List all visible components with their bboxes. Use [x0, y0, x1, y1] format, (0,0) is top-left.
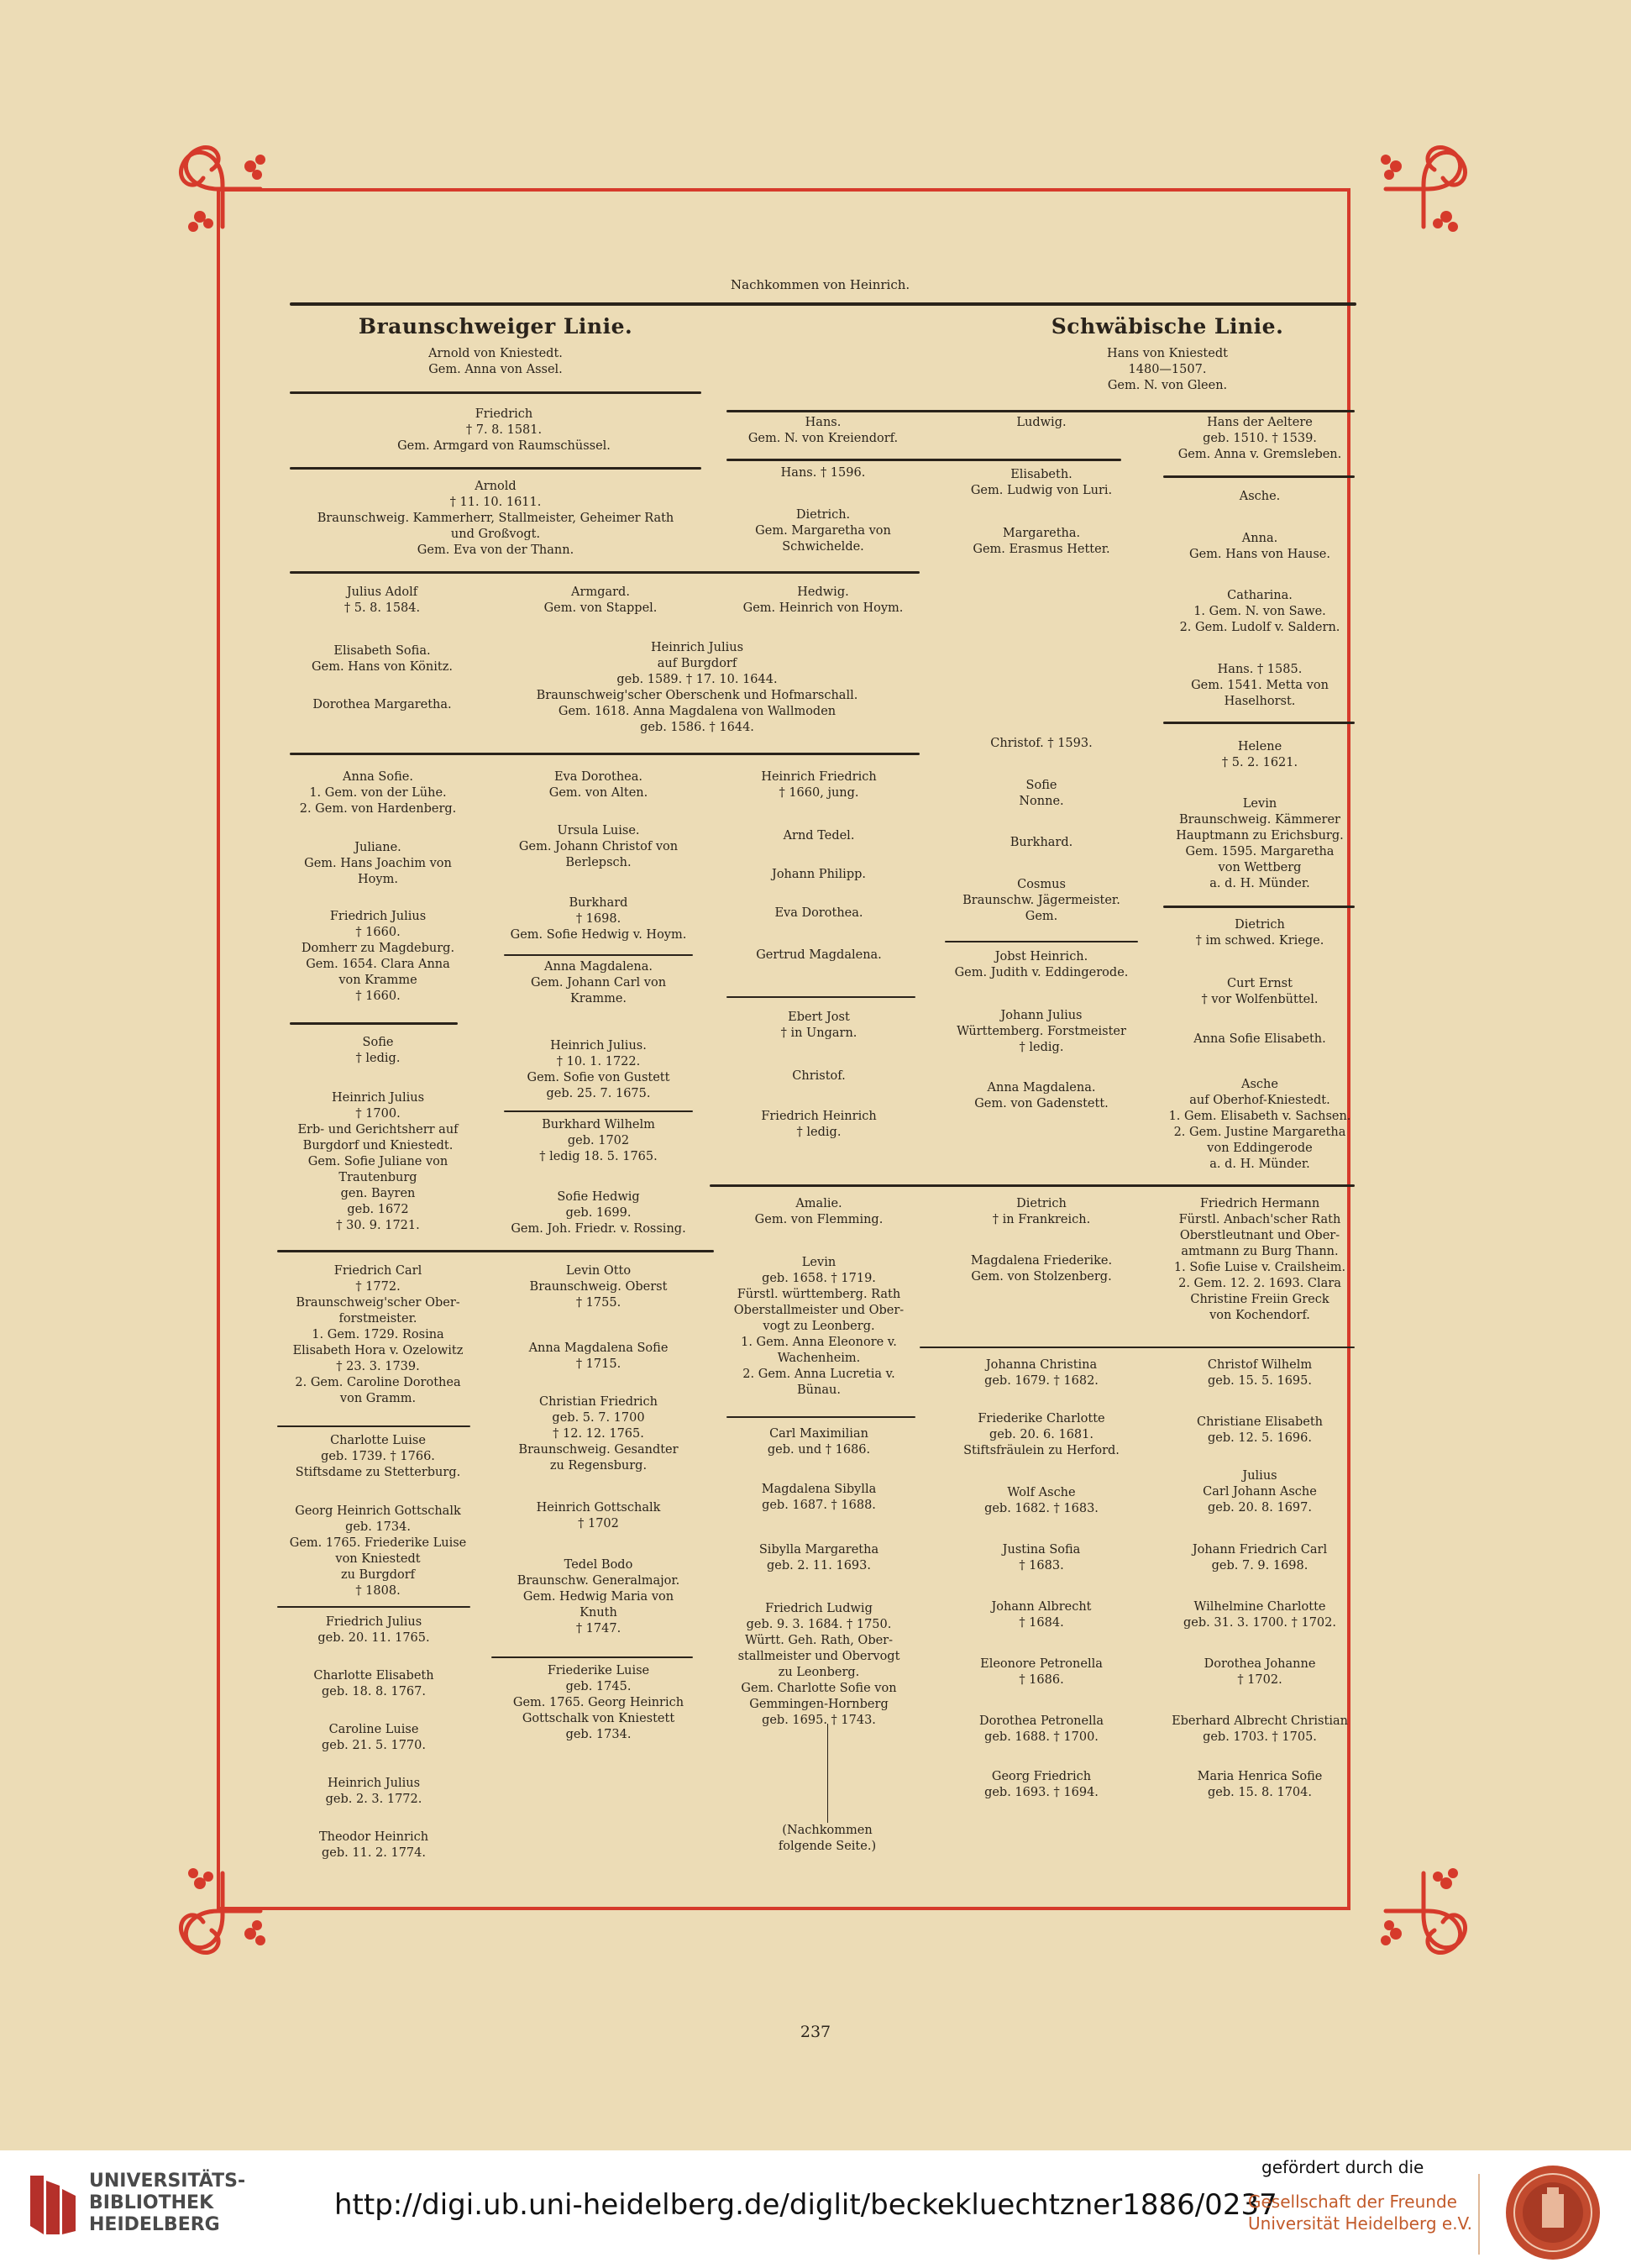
entry-friedrich-hermann: Friedrich Hermann Fürstl. Anbach'scher Rath Oberstleutnant und Ober- amtmann zu Burg Thann. 1. Sofie Luise v. Crailsheim. 2. Gem. 12. 2. 1693. Clara Christine Freiin Greck von Kochendorf.: [1173, 1197, 1346, 1322]
entry-heinrich-gottschalk: Heinrich Gottschalk † 1702: [536, 1501, 661, 1530]
entry-wolf-asche: Wolf Asche geb. 1682. † 1683.: [984, 1486, 1099, 1515]
entry-jobst-heinrich: Jobst Heinrich. Gem. Judith v. Eddingerode.: [954, 950, 1129, 979]
entry-eva-dorothea-mid: Eva Dorothea.: [774, 906, 863, 920]
entry-burkhard: Burkhard † 1698. Gem. Sofie Hedwig v. Hoym.: [510, 896, 687, 942]
entry-wilhelmine-charlotte: Wilhelmine Charlotte geb. 31. 3. 1700. † 1702.: [1183, 1600, 1336, 1630]
entry-dorothea-margaretha: Dorothea Margaretha.: [312, 698, 452, 711]
entry-eva-dorothea: Eva Dorothea. Gem. von Alten.: [548, 770, 648, 800]
rule: [504, 954, 693, 956]
entry-dorothea-petronella: Dorothea Petronella geb. 1688. † 1700.: [978, 1714, 1104, 1744]
entry-anna-hause: Anna. Gem. Hans von Hause.: [1189, 532, 1330, 561]
entry-carl-maximilian: Carl Maximilian geb. und † 1686.: [767, 1427, 871, 1457]
entry-heinrich-julius-1722: Heinrich Julius. † 10. 1. 1722. Gem. Sofie von Gustett geb. 25. 7. 1675.: [527, 1039, 670, 1100]
entry-georg-heinrich-gottschalk: Georg Heinrich Gottschalk geb. 1734. Gem. 1765. Friederike Luise von Kniestedt zu Burgdorf † 1808.: [289, 1504, 467, 1598]
rule: [504, 1110, 693, 1112]
entry-levin-otto: Levin Otto Braunschweig. Oberst † 1755.: [529, 1264, 668, 1310]
sponsor-name: Gesellschaft der Freunde Universität Heidelberg e.V.: [1248, 2192, 1473, 2234]
entry-levin-1658: Levin geb. 1658. † 1719. Fürstl. württemberg. Rath Oberstallmeister und Ober- vogt zu Leonberg. 1. Gem. Anna Eleonore v. Wachenheim. 2. Gem. Anna Lucretia v. Bünau.: [733, 1256, 905, 1397]
entry-christof-wilhelm: Christof Wilhelm geb. 15. 5. 1695.: [1207, 1358, 1313, 1388]
entry-heinrich-julius-burgdorf: Heinrich Julius auf Burgdorf geb. 1589. † 17. 10. 1644. Braunschweig'scher Oberschenk und Hofmarschall. Gem. 1618. Anna Magdalena von Wallmoden geb. 1586. † 1644.: [536, 641, 858, 734]
entry-helene: Helene † 5. 2. 1621.: [1221, 740, 1298, 769]
entry-carl-johann-asche: Julius Carl Johann Asche geb. 20. 8. 1697.: [1203, 1469, 1317, 1515]
entry-elisabeth-luri: Elisabeth. Gem. Ludwig von Luri.: [970, 468, 1113, 497]
rule: [277, 1606, 470, 1608]
entry-sofie-nonne: Sofie Nonne.: [1019, 779, 1064, 808]
entry-charlotte-elisabeth: Charlotte Elisabeth geb. 18. 8. 1767.: [313, 1669, 434, 1698]
entry-friedrich-carl: Friedrich Carl † 1772. Braunschweig'scher Ober- forstmeister. 1. Gem. 1729. Rosina Elisabeth Hora v. Ozelowitz † 23. 3. 1739. 2. Gem. Caroline Dorothea von Gramm.: [292, 1264, 464, 1405]
entry-ebert-jost: Ebert Jost † in Ungarn.: [780, 1011, 857, 1040]
entry-hans-kniestedt: Hans von Kniestedt 1480—1507. Gem. N. von Gleen.: [1107, 347, 1228, 392]
entry-gertrud-magdalena: Gertrud Magdalena.: [756, 948, 882, 962]
rule: [1163, 475, 1355, 478]
genealogy-caption: Nachkommen von Heinrich.: [731, 277, 910, 292]
entry-arnold-sen: Arnold von Kniestedt. Gem. Anna von Assel.: [428, 347, 563, 376]
entry-burkhard-schwaben: Burkhard.: [1010, 836, 1073, 849]
entry-juliane: Juliane. Gem. Hans Joachim von Hoym.: [304, 841, 452, 886]
rule: [710, 1184, 1355, 1187]
entry-friedrich-julius: Friedrich Julius † 1660. Domherr zu Magdeburg. Gem. 1654. Clara Anna von Kramme † 1660.: [301, 910, 455, 1003]
rule: [726, 996, 915, 998]
entry-hans-kreiendorf: Hans. Gem. N. von Kreiendorf.: [747, 416, 899, 445]
ub-logo-icon: [30, 2176, 76, 2234]
entry-magdalena-sibylla: Magdalena Sibylla geb. 1687. † 1688.: [761, 1483, 877, 1512]
entry-levin-erichsburg: Levin Braunschweig. Kämmerer Hauptmann zu Erichsburg. Gem. 1595. Margaretha von Wettberg a. d. H. Münder.: [1176, 797, 1344, 890]
entry-dietrich-frankreich: Dietrich † in Frankreich.: [992, 1197, 1091, 1226]
entry-anna-magdalena: Anna Magdalena. Gem. Johann Carl von Kramme.: [530, 960, 667, 1005]
rule: [726, 1416, 915, 1418]
entry-johann-philipp: Johann Philipp.: [772, 868, 866, 881]
university-seal-icon: [1503, 2162, 1602, 2263]
entry-ludwig: Ludwig.: [1016, 416, 1067, 429]
entry-charlotte-luise: Charlotte Luise geb. 1739. † 1766. Stiftsdame zu Stetterburg.: [295, 1434, 461, 1479]
entry-anna-sofie: Anna Sofie. 1. Gem. von der Lühe. 2. Gem. von Hardenberg.: [299, 770, 457, 816]
entry-anna-magdalena-gadenstett: Anna Magdalena. Gem. von Gadenstett.: [974, 1081, 1109, 1110]
entry-amalie: Amalie. Gem. von Flemming.: [754, 1197, 884, 1226]
rule: [277, 1250, 714, 1252]
entry-christof-mid: Christof.: [792, 1069, 846, 1083]
entry-heinrich-friedrich: Heinrich Friedrich † 1660, jung.: [761, 770, 877, 800]
entry-ursula-luise: Ursula Luise. Gem. Johann Christof von Berlepsch.: [518, 824, 679, 869]
line-heading-schwaben: Schwäbische Linie.: [1051, 314, 1284, 339]
corner-ornament-icon: [1361, 126, 1487, 252]
rule: [1163, 906, 1355, 908]
entry-asche: Asche.: [1239, 490, 1281, 503]
entry-arnold-jun: Arnold † 11. 10. 1611. Braunschweig. Kammerherr, Stallmeister, Geheimer Rath und Großvogt. Gem. Eva von der Thann.: [317, 480, 674, 557]
rule: [726, 459, 1121, 461]
entry-hans-1585: Hans. † 1585. Gem. 1541. Metta von Haselhorst.: [1191, 663, 1329, 708]
entry-anna-sofie-elisabeth: Anna Sofie Elisabeth.: [1193, 1032, 1326, 1046]
entry-johann-julius: Johann Julius Württemberg. Forstmeister † ledig.: [957, 1009, 1126, 1054]
entry-burkhard-wilhelm: Burkhard Wilhelm geb. 1702 † ledig 18. 5. 1765.: [539, 1118, 658, 1163]
entry-margaretha-hetter: Margaretha. Gem. Erasmus Hetter.: [973, 527, 1110, 556]
entry-christian-friedrich: Christian Friedrich geb. 5. 7. 1700 † 12. 12. 1765. Braunschweig. Gesandter zu Regensburg.: [518, 1395, 679, 1473]
entry-asche-oberhof: Asche auf Oberhof-Kniestedt. 1. Gem. Elisabeth v. Sachsen. 2. Gem. Justine Margaretha von Eddingerode a. d. H. Münder.: [1168, 1078, 1351, 1171]
entry-friedrich-julius-1765: Friedrich Julius geb. 20. 11. 1765.: [317, 1615, 430, 1645]
entry-johann-friedrich-carl: Johann Friedrich Carl geb. 7. 9. 1698.: [1192, 1543, 1328, 1572]
entry-catharina: Catharina. 1. Gem. N. von Sawe. 2. Gem. Ludolf v. Saldern.: [1179, 589, 1340, 634]
entry-cosmus: Cosmus Braunschw. Jägermeister. Gem.: [962, 878, 1120, 923]
entry-maria-henrica-sofie: Maria Henrica Sofie geb. 15. 8. 1704.: [1197, 1770, 1323, 1799]
entry-eberhard-albrecht-christian: Eberhard Albrecht Christian geb. 1703. † 1705.: [1172, 1714, 1348, 1744]
entry-arnd-tedel: Arnd Tedel.: [783, 829, 855, 843]
entry-julius-adolf: Julius Adolf † 5. 8. 1584.: [344, 585, 421, 615]
entry-christof-1593: Christof. † 1593.: [990, 737, 1093, 750]
rule: [726, 410, 1355, 412]
entry-dorothea-johanne: Dorothea Johanne † 1702.: [1204, 1657, 1316, 1687]
entry-christiane-elisabeth: Christiane Elisabeth geb. 12. 5. 1696.: [1196, 1415, 1324, 1445]
entry-magdalena-friederike: Magdalena Friederike. Gem. von Stolzenberg.: [970, 1254, 1113, 1284]
entry-heinrich-julius-1772: Heinrich Julius geb. 2. 3. 1772.: [325, 1777, 422, 1806]
entry-justina-sofia: Justina Sofia † 1683.: [1002, 1543, 1081, 1572]
rule: [920, 1347, 1355, 1348]
rule: [491, 1656, 693, 1658]
rule: [945, 941, 1138, 942]
rule: [290, 753, 920, 755]
entry-hedwig: Hedwig. Gem. Heinrich von Hoym.: [742, 585, 904, 615]
entry-sibylla-margaretha: Sibylla Margaretha geb. 2. 11. 1693.: [758, 1543, 879, 1572]
entry-curt-ernst: Curt Ernst † vor Wolfenbüttel.: [1201, 977, 1319, 1006]
entry-sofie-ledig: Sofie † ledig.: [355, 1036, 401, 1065]
footer-divider: [1478, 2174, 1480, 2255]
entry-friederike-luise: Friederike Luise geb. 1745. Gem. 1765. Georg Heinrich Gottschalk von Kniestett geb. 1734.: [512, 1664, 684, 1741]
line-heading-braunschweig: Braunschweiger Linie.: [358, 314, 633, 339]
entry-sofie-hedwig: Sofie Hedwig geb. 1699. Gem. Joh. Friedr. v. Rossing.: [511, 1190, 686, 1236]
funded-by-label: gefördert durch die: [1261, 2157, 1424, 2177]
rule: [277, 1425, 470, 1427]
rule: [290, 467, 701, 470]
rule: [1163, 722, 1355, 724]
entry-dietrich-schwed: Dietrich † im schwed. Kriege.: [1195, 918, 1324, 948]
rule: [290, 1022, 458, 1025]
entry-friedrich-ludwig: Friedrich Ludwig geb. 9. 3. 1684. † 1750. Württ. Geh. Rath, Ober- stallmeister und Obervogt zu Leonberg. Gem. Charlotte Sofie von Gemmingen-Hornberg geb. 1695. † 1743.: [737, 1602, 900, 1727]
entry-hans-1596: Hans. † 1596.: [780, 466, 866, 480]
entry-eleonore-petronella: Eleonore Petronella † 1686.: [980, 1657, 1103, 1687]
entry-johann-albrecht: Johann Albrecht † 1684.: [991, 1600, 1092, 1630]
entry-theodor-heinrich: Theodor Heinrich geb. 11. 2. 1774.: [318, 1830, 429, 1860]
corner-ornament-icon: [1361, 1848, 1487, 1974]
entry-elisabeth-sofia: Elisabeth Sofia. Gem. Hans von Könitz.: [312, 644, 453, 674]
library-name: UNIVERSITÄTS- BIBLIOTHEK HEIDELBERG: [89, 2171, 246, 2235]
rule: [290, 571, 920, 574]
top-rule: [290, 302, 1356, 306]
entry-johanna-christina: Johanna Christina geb. 1679. † 1682.: [984, 1358, 1099, 1388]
page-number: 237: [800, 2023, 831, 2041]
entry-continuation-note: (Nachkommen folgende Seite.): [778, 1824, 877, 1853]
entry-armgard: Armgard. Gem. von Stappel.: [543, 585, 658, 615]
entry-friedrich: Friedrich † 7. 8. 1581. Gem. Armgard von Raumschüssel.: [397, 407, 611, 453]
entry-georg-friedrich: Georg Friedrich geb. 1693. † 1694.: [984, 1770, 1099, 1799]
entry-dietrich-schwichelde: Dietrich. Gem. Margaretha von Schwicheldе.: [755, 508, 891, 554]
entry-heinrich-julius-erbherr: Heinrich Julius † 1700. Erb- und Gerichtsherr auf Burgdorf und Kniestedt. Gem. Sofie Juliane von Trautenburg gen. Bayren geb. 1672 † 30. 9. 1721.: [297, 1091, 459, 1232]
entry-friederike-charlotte: Friederike Charlotte geb. 20. 6. 1681. Stiftsfräulein zu Herford.: [963, 1412, 1120, 1457]
permalink-url[interactable]: http://digi.ub.uni-heidelberg.de/diglit/beckekluechtzner1886/0237: [334, 2188, 1277, 2222]
entry-tedel-bodo: Tedel Bodo Braunschw. Generalmajor. Gem. Hedwig Maria von Knuth † 1747.: [517, 1558, 680, 1635]
entry-hans-der-aeltere: Hans der Aeltere geb. 1510. † 1539. Gem. Anna v. Gremsleben.: [1177, 416, 1342, 461]
continuation-line: [827, 1724, 828, 1823]
rule: [290, 391, 701, 394]
entry-friedrich-heinrich: Friedrich Heinrich † ledig.: [761, 1110, 877, 1139]
entry-caroline-luise: Caroline Luise geb. 21. 5. 1770.: [322, 1723, 426, 1752]
entry-anna-magdalena-sofie: Anna Magdalena Sofie † 1715.: [528, 1341, 669, 1371]
